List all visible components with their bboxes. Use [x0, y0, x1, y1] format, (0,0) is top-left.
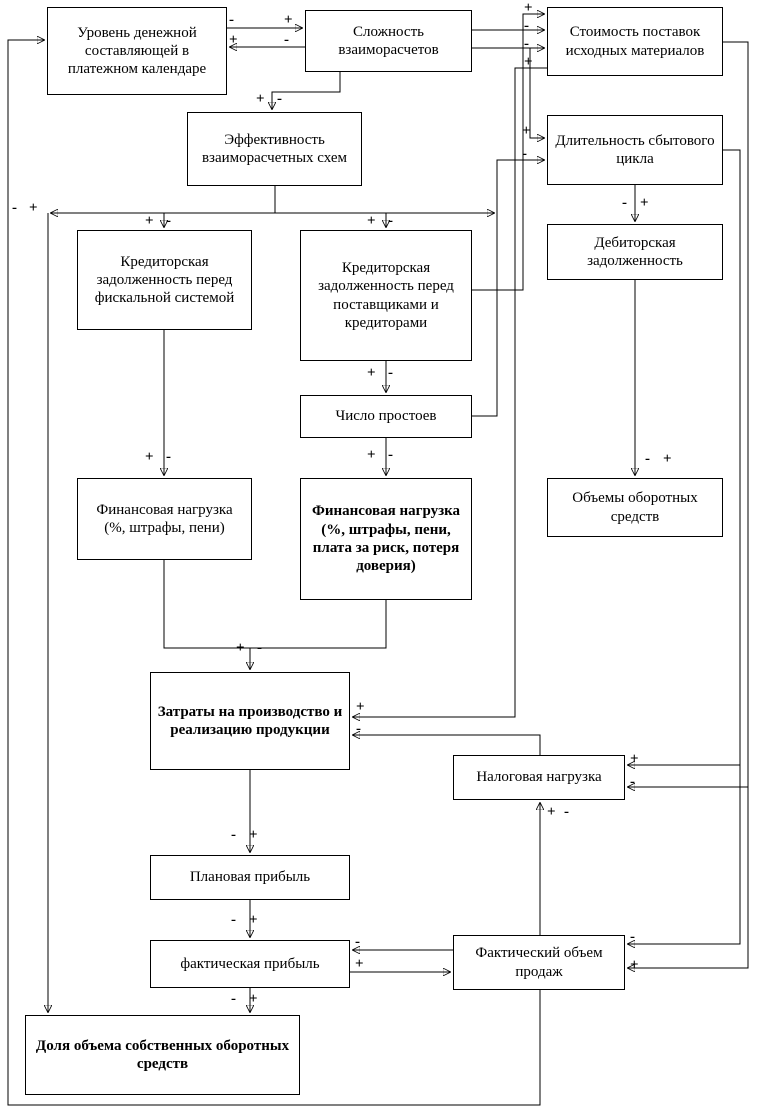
node-tax-burden — [453, 755, 625, 800]
polarity-sign: - — [388, 213, 393, 229]
node-receivables — [547, 224, 723, 280]
polarity-sign: - — [166, 213, 171, 229]
polarity-sign: - — [356, 721, 361, 737]
polarity-sign: + — [524, 54, 533, 70]
polarity-sign: - — [12, 200, 17, 216]
polarity-sign: - — [231, 912, 236, 928]
polarity-sign: + — [236, 640, 245, 656]
polarity-sign: + — [524, 0, 533, 16]
node-label: Затраты на производство и реализацию продукции — [157, 703, 343, 738]
node-label: Уровень денежной составляющей в платежном календаре — [67, 24, 207, 78]
polarity-sign: + — [640, 195, 649, 211]
node-settlement-complexity — [305, 10, 472, 72]
polarity-sign: - — [522, 146, 527, 162]
polarity-sign: + — [249, 991, 258, 1007]
node-own-working-capital-share — [25, 1015, 300, 1095]
polarity-sign: + — [367, 447, 376, 463]
polarity-sign: + — [145, 449, 154, 465]
node-planned-profit — [150, 855, 350, 900]
polarity-sign: + — [256, 91, 265, 107]
polarity-sign: + — [367, 213, 376, 229]
node-label: Дебиторская задолженность — [587, 234, 683, 269]
node-supply-cost — [547, 7, 723, 76]
edge — [472, 14, 544, 290]
node-label: Доля объема собственных оборотных средств — [35, 1037, 290, 1072]
polarity-sign: - — [166, 449, 171, 465]
node-label: Длительность сбытового цикла — [555, 132, 715, 167]
node-label: Сложность взаиморасчетов — [338, 23, 439, 58]
polarity-sign: + — [663, 451, 672, 467]
node-payables-fiscal — [77, 230, 252, 330]
node-downtime-count — [300, 395, 472, 438]
polarity-sign: + — [630, 751, 639, 767]
polarity-sign: + — [356, 699, 365, 715]
polarity-sign: + — [522, 123, 531, 139]
polarity-sign: + — [145, 213, 154, 229]
node-label: Налоговая нагрузка — [476, 769, 602, 786]
polarity-sign: - — [630, 929, 635, 945]
polarity-sign: - — [257, 640, 262, 656]
node-label: Кредиторская задолженность перед фискальной системой — [94, 253, 235, 307]
polarity-sign: + — [367, 365, 376, 381]
node-working-capital-volume — [547, 478, 723, 537]
polarity-sign: - — [284, 32, 289, 48]
node-fin-burden-suppliers — [300, 478, 472, 600]
polarity-sign: - — [524, 36, 529, 52]
polarity-sign: + — [29, 200, 38, 216]
polarity-sign: - — [355, 934, 360, 950]
node-sales-cycle-duration — [547, 115, 723, 185]
node-label: Финансовая нагрузка (%, штрафы, пени) — [96, 501, 233, 536]
polarity-sign: - — [231, 991, 236, 1007]
node-fin-burden-fiscal — [77, 478, 252, 560]
node-production-costs — [150, 672, 350, 770]
node-payables-suppliers — [300, 230, 472, 361]
node-label: Финансовая нагрузка (%, штрафы, пени, плата за риск, потеря доверия) — [311, 503, 461, 575]
polarity-sign: - — [229, 12, 234, 28]
node-actual-sales-volume — [453, 935, 625, 990]
polarity-sign: - — [622, 195, 627, 211]
polarity-sign: - — [564, 804, 569, 820]
polarity-sign: - — [231, 827, 236, 843]
edge — [353, 735, 540, 755]
node-label: Число простоев — [335, 408, 437, 425]
polarity-sign: + — [229, 32, 238, 48]
polarity-sign: + — [355, 956, 364, 972]
node-actual-profit — [150, 940, 350, 988]
edge — [272, 72, 340, 109]
polarity-sign: - — [630, 774, 635, 790]
polarity-sign: - — [388, 365, 393, 381]
polarity-sign: - — [277, 91, 282, 107]
polarity-sign: + — [284, 12, 293, 28]
polarity-sign: - — [645, 451, 650, 467]
node-scheme-efficiency — [187, 112, 362, 186]
polarity-sign: + — [630, 957, 639, 973]
node-label: Стоимость поставок исходных материалов — [565, 24, 705, 59]
polarity-sign: + — [547, 804, 556, 820]
node-cash-level — [47, 7, 227, 95]
node-label: Эффективность взаиморасчетных схем — [201, 131, 348, 166]
polarity-sign: - — [524, 18, 529, 34]
polarity-sign: - — [388, 447, 393, 463]
node-label: Кредиторская задолженность перед поставщиками и кредиторами — [318, 259, 454, 331]
polarity-sign: + — [249, 912, 258, 928]
node-label: Фактический объем продаж — [475, 945, 603, 980]
polarity-sign: + — [249, 827, 258, 843]
node-label: фактическая прибыль — [180, 955, 320, 972]
node-label: Объемы оборотных средств — [572, 490, 698, 525]
edge — [353, 68, 547, 717]
node-label: Плановая прибыль — [189, 869, 311, 886]
edge — [472, 160, 544, 416]
